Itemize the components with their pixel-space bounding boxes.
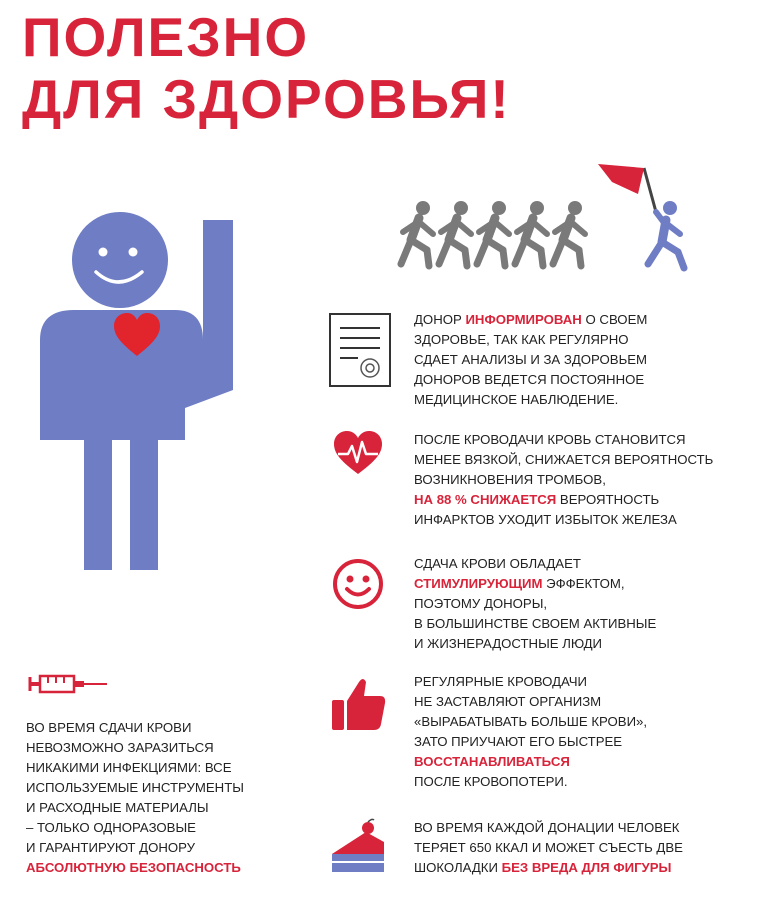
title-line-1: ПОЛЕЗНО <box>22 6 310 68</box>
document-icon <box>328 312 392 388</box>
syringe-icon <box>28 672 108 696</box>
heart-icon <box>112 312 162 358</box>
text-calories: ВО ВРЕМЯ КАЖДОЙ ДОНАЦИИ ЧЕЛОВЕК ТЕРЯЕТ 650 ККАЛ И МОЖЕТ СЪЕСТЬ ДВЕ ШОКОЛАДКИ БЕЗ ВРЕДА ДЛЯ ФИГУРЫ <box>414 820 683 875</box>
title-line-2: ДЛЯ ЗДОРОВЬЯ! <box>22 68 511 130</box>
smiley-icon <box>332 558 384 610</box>
text-informed: ДОНОР ИНФОРМИРОВАН О СВОЕМ ЗДОРОВЬЕ, ТАК КАК РЕГУЛЯРНО СДАЕТ АНАЛИЗЫ И ЗА ЗДОРОВЬЕМ ДОНОРОВ ВЕДЕТСЯ ПОСТОЯННОЕ МЕДИЦИНСКОЕ НАБЛЮДЕНИЕ. <box>414 312 648 407</box>
text-blood-viscosity: ПОСЛЕ КРОВОДАЧИ КРОВЬ СТАНОВИТСЯ МЕНЕЕ ВЯЗКОЙ, СНИЖАЕТСЯ ВЕРОЯТНОСТЬ ВОЗНИКНОВЕНИЯ ТРОМБОВ, НА 88 % СНИЖАЕТСЯ ВЕРОЯТНОСТЬ ИНФАРКТОВ УХОДИТ ИЗБЫТОК ЖЕЛЕЗА <box>414 432 714 527</box>
text-safety: ВО ВРЕМЯ СДАЧИ КРОВИ НЕВОЗМОЖНО ЗАРАЗИТЬСЯ НИКАКИМИ ИНФЕКЦИЯМИ: ВСЕ ИСПОЛЬЗУЕМЫЕ ИНСТРУМЕНТЫ И РАСХОДНЫЕ МАТЕРИАЛЫ – ТОЛЬКО ОДНОРАЗОВЫЕ И ГАРАНТИРУЮТ ДОНОРУ АБСОЛЮТНУЮ БЕЗОПАСНОСТЬ <box>26 720 244 875</box>
person-figure-icon <box>40 190 250 570</box>
text-regular-donations: РЕГУЛЯРНЫЕ КРОВОДАЧИ НЕ ЗАСТАВЛЯЮТ ОРГАНИЗМ «ВЫРАБАТЫВАТЬ БОЛЬШЕ КРОВИ», ЗАТО ПРИУЧАЮТ ЕГО БЫСТРЕЕ ВОССТАНАВЛИВАТЬСЯ ПОСЛЕ КРОВОПОТЕРИ. <box>414 674 648 789</box>
runners-icon <box>395 198 600 270</box>
cake-icon <box>328 818 388 874</box>
page-title <box>22 6 511 130</box>
heart-pulse-icon <box>332 430 384 476</box>
flag-runner-icon <box>598 160 698 272</box>
text-stimulating-effect: СДАЧА КРОВИ ОБЛАДАЕТ СТИМУЛИРУЮЩИМ ЭФФЕКТОМ, ПОЭТОМУ ДОНОРЫ, В БОЛЬШИНСТВЕ СВОЕМ АКТИВНЫЕ И ЖИЗНЕРАДОСТНЫЕ ЛЮДИ <box>414 556 657 651</box>
thumbs-up-icon <box>330 676 388 732</box>
